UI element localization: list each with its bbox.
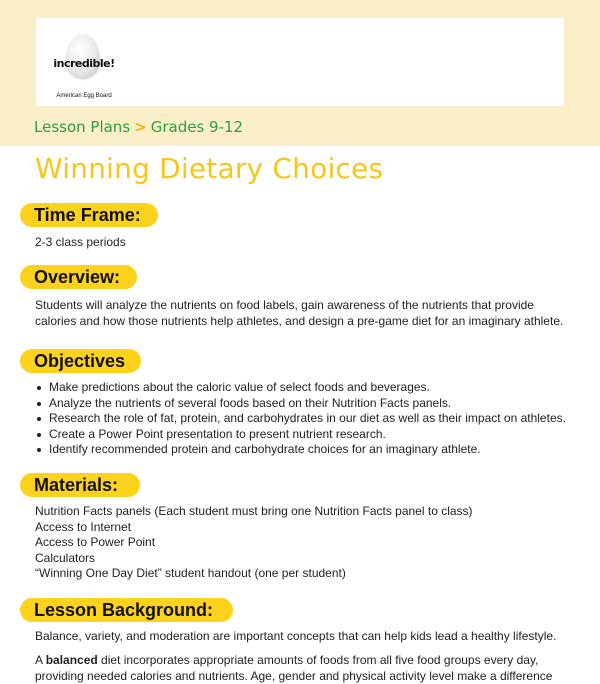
- list-item: “Winning One Day Diet” student handout (one per student): [35, 566, 346, 580]
- egg-logo-icon: [66, 34, 100, 78]
- list-item: Analyze the nutrients of several foods based on their Nutrition Facts panels.: [35, 396, 580, 412]
- logo-subtitle: American Egg Board: [56, 93, 112, 99]
- materials-list: [35, 504, 580, 582]
- breadcrumb-grades[interactable]: Grades 9-12: [150, 118, 244, 136]
- background-para-2: [35, 653, 580, 684]
- section-heading-objectives: Objectives: [20, 349, 141, 373]
- list-item: Research the role of fat, protein, and carbohydrates in our diet as well as their impact on athletes.: [35, 411, 580, 427]
- para2-prefix: A: [35, 653, 46, 667]
- section-heading-materials: Materials:: [20, 473, 140, 497]
- objectives-list: [35, 380, 580, 458]
- time-frame-text: 2-3 class periods: [35, 235, 126, 249]
- list-item: Access to Internet: [35, 519, 132, 534]
- para2-rest: diet incorporates appropriate amounts of foods from all five food groups every day,: [97, 653, 539, 667]
- section-heading-overview: Overview:: [20, 265, 137, 289]
- logo-wordmark: incredible!: [53, 57, 115, 70]
- para2-bold: balanced: [45, 653, 98, 667]
- chevron-right-icon: >: [134, 118, 147, 136]
- overview-text: Students will analyze the nutrients on food labels, gain awareness of the nutrients that provide calories and how those nutrients help athletes, and design a pre-game diet for an imaginary athlete.: [35, 298, 564, 328]
- list-item: Make predictions about the caloric value of select foods and beverages.: [35, 380, 580, 396]
- list-item: Calculators: [35, 550, 96, 565]
- list-item: Create a Power Point presentation to present nutrient research.: [35, 427, 580, 443]
- list-item: Identify recommended protein and carbohydrate choices for an imaginary athlete.: [35, 442, 580, 458]
- breadcrumb: [34, 118, 243, 136]
- logo-card: [36, 18, 564, 106]
- page-title: Winning Dietary Choices: [35, 152, 384, 185]
- para2-line2: providing needed calories and nutrients. Age, gender and physical activity level make a difference: [35, 668, 553, 683]
- list-item: Access to Power Point: [35, 535, 156, 549]
- list-item: Nutrition Facts panels (Each student must bring one Nutrition Facts panel to class): [35, 504, 473, 518]
- breadcrumb-lesson-plans[interactable]: Lesson Plans: [34, 118, 131, 136]
- section-heading-lesson-background: Lesson Background:: [20, 598, 233, 622]
- section-heading-time-frame: Time Frame:: [20, 203, 158, 227]
- background-para-1: Balance, variety, and moderation are important concepts that can help kids lead a healthy lifestyle.: [35, 629, 557, 643]
